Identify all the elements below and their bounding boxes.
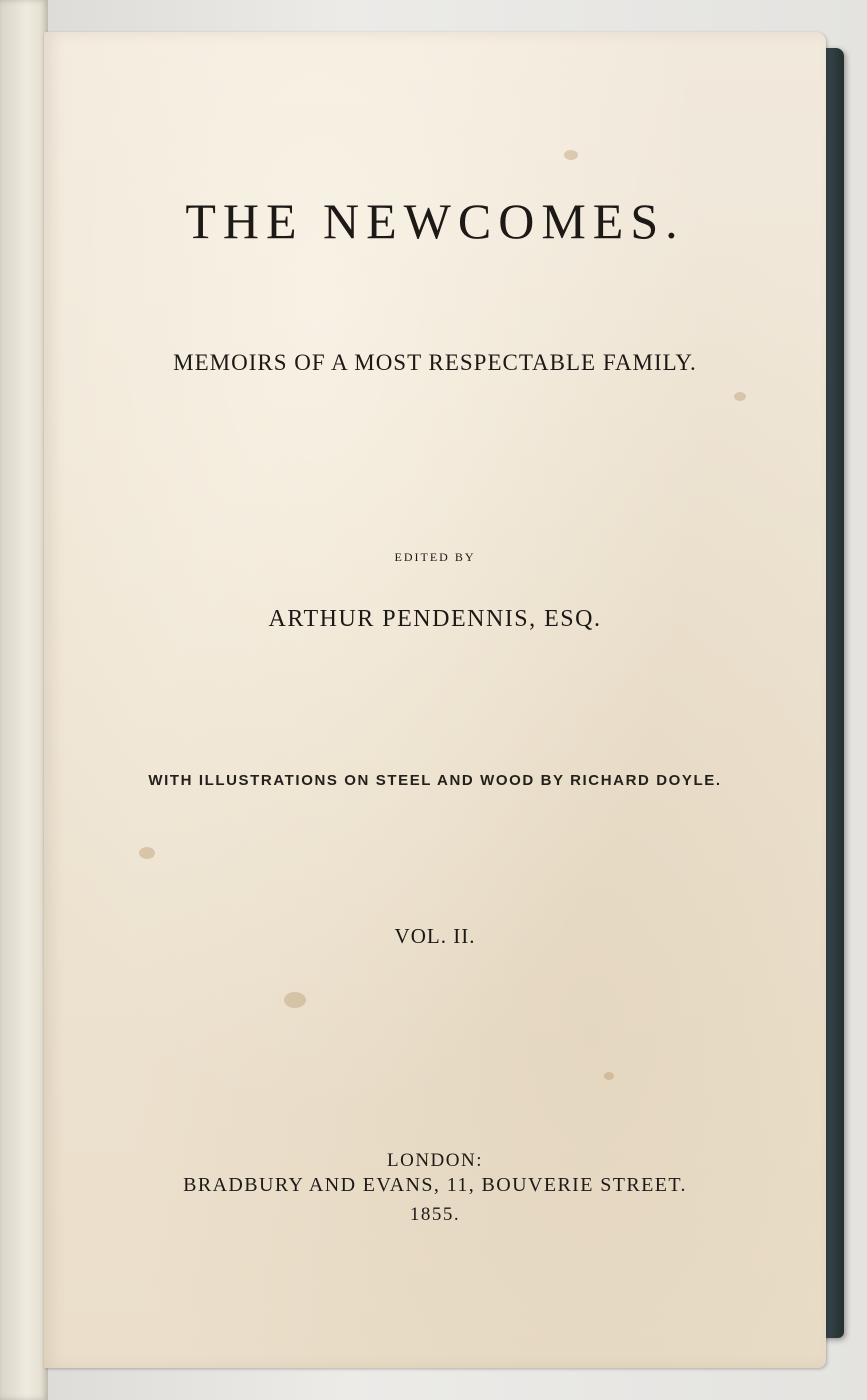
book-subtitle: MEMOIRS OF A MOST RESPECTABLE FAMILY.	[173, 350, 697, 375]
foxing-spot	[734, 392, 746, 401]
foxing-spot	[604, 1072, 614, 1080]
title-page	[44, 32, 826, 1368]
illustrations-credit: WITH ILLUSTRATIONS ON STEEL AND WOOD BY RICHARD DOYLE.	[148, 772, 722, 789]
volume-number: VOL. II.	[394, 924, 476, 948]
foxing-spot	[284, 992, 306, 1008]
edited-by-label: EDITED BY	[394, 550, 476, 564]
imprint-publisher: BRADBURY AND EVANS, 11, BOUVERIE STREET.	[183, 1174, 687, 1196]
facing-leaf	[0, 0, 48, 1400]
book-title: THE NEWCOMES.	[185, 193, 685, 249]
foxing-spot	[564, 150, 578, 160]
imprint-city: LONDON:	[387, 1150, 483, 1171]
foxing-spot	[139, 847, 155, 859]
imprint-year: 1855.	[409, 1204, 461, 1225]
editor-name: ARTHUR PENDENNIS, ESQ.	[268, 606, 602, 632]
